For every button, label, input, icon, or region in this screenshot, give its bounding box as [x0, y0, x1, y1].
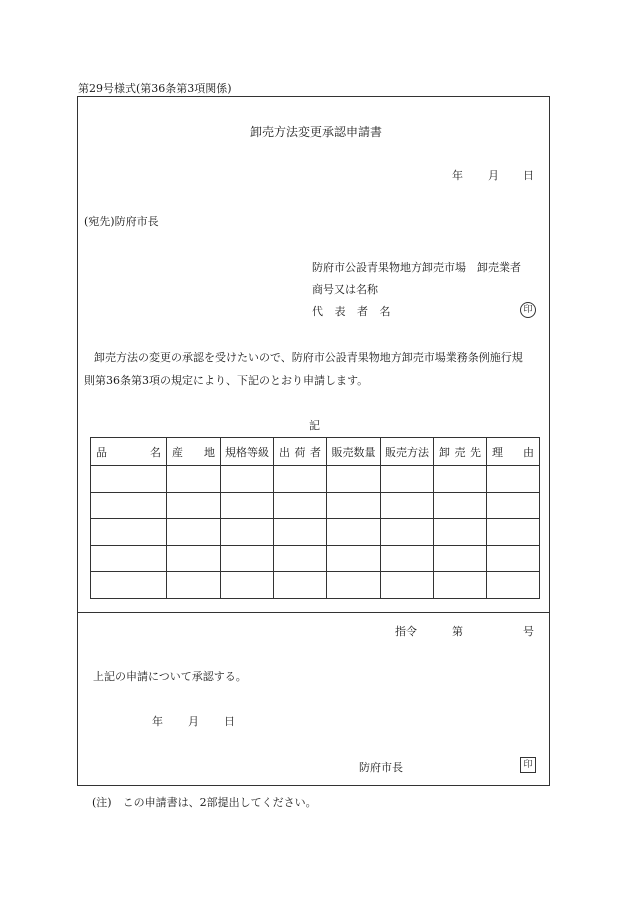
footnote: (注) この申請書は、2部提出してください。 — [92, 796, 317, 809]
table-cell[interactable] — [221, 466, 274, 493]
table-cell[interactable] — [167, 492, 221, 519]
document-title: 卸売方法変更承認申請書 — [250, 125, 383, 139]
table-cell[interactable] — [327, 545, 381, 572]
table-header-text: 先 — [470, 445, 481, 459]
table-cell[interactable] — [274, 519, 327, 546]
table-row — [91, 545, 540, 572]
table-cell[interactable] — [327, 572, 381, 599]
applicant-name-label: 商号又は名称 — [312, 283, 378, 296]
date-year: 年 — [452, 169, 463, 182]
table-cell[interactable] — [91, 492, 167, 519]
table-header-cell — [91, 438, 167, 466]
table-cell[interactable] — [221, 492, 274, 519]
table-cell[interactable] — [381, 545, 434, 572]
table-cell[interactable] — [167, 519, 221, 546]
table-cell[interactable] — [91, 572, 167, 599]
table-cell[interactable] — [327, 519, 381, 546]
date-day: 日 — [523, 169, 534, 182]
table-header-cell — [327, 438, 381, 466]
approval-month: 月 — [188, 715, 199, 728]
table-cell[interactable] — [167, 466, 221, 493]
ki-heading: 記 — [309, 419, 320, 432]
order-go: 号 — [523, 625, 534, 638]
table-cell[interactable] — [434, 519, 487, 546]
table-header-text: 販売数量 — [331, 445, 376, 459]
table-cell[interactable] — [381, 466, 434, 493]
addressee: (宛先)防府市長 — [84, 215, 159, 228]
table-cell[interactable] — [167, 545, 221, 572]
table-cell[interactable] — [487, 492, 540, 519]
table-row — [91, 492, 540, 519]
applicant-market: 防府市公設青果物地方卸売市場 卸売業者 — [312, 261, 521, 274]
table-cell[interactable] — [274, 572, 327, 599]
detail-table — [90, 437, 540, 599]
mayor-signature: 防府市長 — [359, 761, 403, 774]
section-divider — [77, 612, 550, 613]
table-row — [91, 519, 540, 546]
applicant-seal-mark: 印 — [520, 302, 536, 318]
order-dai: 第 — [452, 625, 463, 638]
table-cell[interactable] — [381, 492, 434, 519]
table-header-text: 理 — [492, 445, 503, 459]
table-cell[interactable] — [327, 492, 381, 519]
table-cell[interactable] — [434, 545, 487, 572]
representative-label: 代 表 者 名 — [312, 305, 395, 318]
table-header-text: 販売方法 — [385, 445, 429, 459]
table-cell[interactable] — [274, 545, 327, 572]
table-row — [91, 466, 540, 493]
table-cell[interactable] — [91, 545, 167, 572]
approval-day: 日 — [224, 715, 235, 728]
body-text-line-2: 則第36条第3項の規定により、下記のとおり申請します。 — [84, 374, 369, 387]
table-header-row — [91, 438, 540, 466]
approval-text: 上記の申請について承認する。 — [93, 670, 247, 683]
table-cell[interactable] — [327, 466, 381, 493]
order-label: 指令 — [395, 625, 417, 638]
table-cell[interactable] — [434, 492, 487, 519]
table-header-text: 売 — [454, 445, 466, 459]
table-header-cell — [274, 438, 327, 466]
table-header-cell — [167, 438, 221, 466]
table-cell[interactable] — [91, 466, 167, 493]
table-cell[interactable] — [274, 492, 327, 519]
table-cell[interactable] — [381, 572, 434, 599]
date-month: 月 — [488, 169, 499, 182]
table-header-text: 名 — [150, 445, 161, 459]
body-text-line-1: 卸売方法の変更の承認を受けたいので、防府市公設青果物地方卸売市場業務条例施行規 — [94, 351, 523, 364]
table-header-cell — [381, 438, 434, 466]
table-cell[interactable] — [487, 572, 540, 599]
table-header-text: 産 — [172, 445, 183, 459]
table-header-cell — [434, 438, 487, 466]
table-header-text: 規格等級 — [225, 445, 269, 459]
table-cell[interactable] — [381, 519, 434, 546]
table-header-text: 卸 — [439, 445, 450, 459]
table-body — [91, 466, 540, 599]
table-header-text: 者 — [310, 445, 321, 459]
table-header-text: 出 — [279, 445, 290, 459]
table-cell[interactable] — [221, 519, 274, 546]
table-row — [91, 572, 540, 599]
table-cell[interactable] — [434, 572, 487, 599]
table-cell[interactable] — [434, 466, 487, 493]
table-cell[interactable] — [221, 572, 274, 599]
table-header-cell — [487, 438, 540, 466]
table-cell[interactable] — [167, 572, 221, 599]
approval-year: 年 — [152, 715, 163, 728]
table-header-text: 品 — [96, 445, 107, 459]
table-cell[interactable] — [91, 519, 167, 546]
table-cell[interactable] — [487, 466, 540, 493]
table-header-text: 地 — [204, 445, 215, 459]
table-header-cell — [221, 438, 274, 466]
mayor-seal-mark: 印 — [520, 757, 536, 773]
table-cell[interactable] — [221, 545, 274, 572]
table-header-text: 由 — [523, 445, 534, 459]
table-cell[interactable] — [487, 545, 540, 572]
form-number: 第29号様式(第36条第3項関係) — [78, 82, 232, 95]
table-cell[interactable] — [274, 466, 327, 493]
table-cell[interactable] — [487, 519, 540, 546]
table-header-text: 荷 — [294, 445, 306, 459]
